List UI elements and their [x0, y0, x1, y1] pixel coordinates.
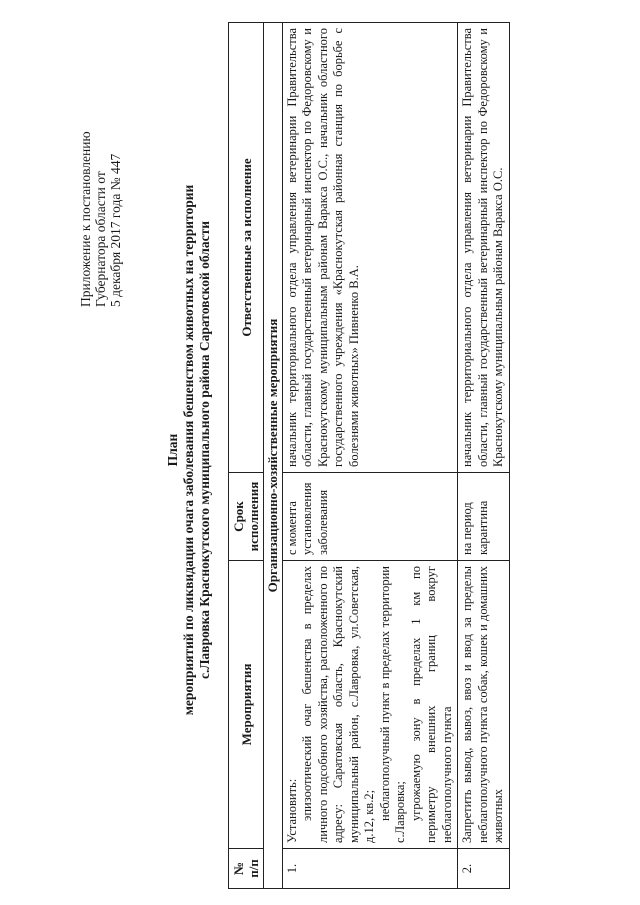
appendix-line-3: 5 декабря 2017 года № 447 — [108, 153, 123, 307]
table-row — [458, 23, 510, 889]
row-2-number: 2. — [458, 849, 510, 889]
section-row — [264, 23, 283, 889]
header-measures: Мероприятия — [229, 561, 264, 849]
title-line-2: с.Лавровка Краснокутского муниципального района Саратовской области — [197, 221, 212, 680]
header-number-line-2: п/п — [246, 859, 261, 878]
title-line-1: мероприятий по ликвидации очага заболевания бешенством животных на территории — [181, 184, 196, 716]
row-2-term: на период карантина — [458, 473, 510, 561]
row-1-measure — [282, 561, 458, 849]
row-2-measure: Запретить вывод, вывоз, ввоз и ввод за пределы неблагополучного пункта собак, кошек и домашних животных — [458, 561, 510, 849]
row-1-responsible: начальник территориального отдела управления ветеринарии Правительства области, главный государственный ветеринарный инспектор по Федоровскому и Краснокутскому муниципальным районам Варакса О.С., начальник областного государственного учреждения «Краснокутская районная станция по борьбе с болезнями животных» Пивненко В.А. — [282, 23, 458, 473]
section-title: Организационно-хозяйственные мероприятия — [264, 23, 283, 889]
row-1-measure-lead: Установить: — [284, 778, 299, 843]
row-1-measure-part-1: эпизоотический очаг бешенства в пределах личного подсобного хозяйства, расположенного по адресу: Саратовская область, Краснокутский муниципальный район, с.Лавровка, ул.Советская, д.12, кв.2; — [300, 566, 376, 843]
row-1-measure-part-2: неблагополучный пункт в пределах территории с.Лавровка; — [377, 566, 407, 843]
header-number-line-1: № — [231, 861, 246, 876]
header-term-line-1: Срок — [231, 501, 246, 532]
header-responsible: Ответственные за исполнение — [229, 23, 264, 473]
row-1-measure-part-3: угрожаемую зону в пределах 1 км по периметру внешних границ вокруг неблагополучного пункта — [408, 566, 454, 843]
header-term-line-2: исполнения — [246, 481, 261, 552]
title-word: План — [165, 433, 180, 467]
header-term — [229, 473, 264, 561]
header-number — [229, 849, 264, 889]
appendix-note — [78, 7, 123, 307]
plan-table — [228, 22, 510, 889]
row-1-number: 1. — [282, 849, 458, 889]
row-1-term: с момента установления заболевания — [282, 473, 458, 561]
appendix-line-1: Приложение к постановлению — [78, 131, 93, 307]
appendix-line-2: Губернатора области от — [93, 171, 108, 307]
table-row — [282, 23, 458, 889]
document-title — [165, 65, 213, 835]
table-header-row — [229, 23, 264, 889]
row-2-responsible: начальник территориального отдела управления ветеринарии Правительства области, главный государственный ветеринарный инспектор по Федоровскому и Краснокутскому муниципальным районам Варакса О.С. — [458, 23, 510, 473]
